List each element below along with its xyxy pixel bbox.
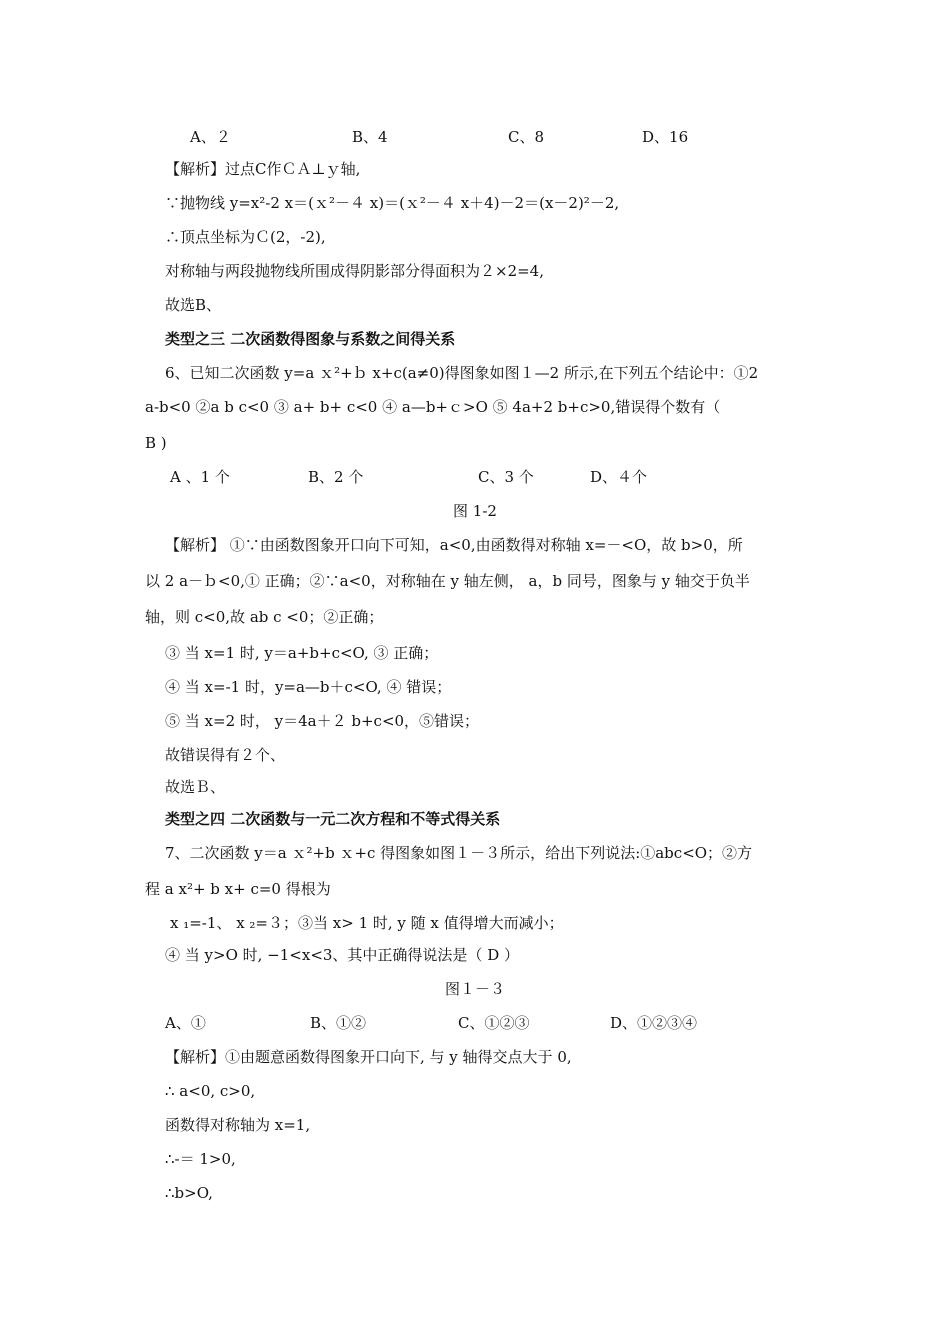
q6-analysis-line: ⑤ 当 x=2 时， y＝4a＋２ b+c<0，⑤错误； xyxy=(165,712,480,730)
q7-analysis-line: 【解析】①由题意函数得图象开口向下, 与 y 轴得交点大于 0, xyxy=(165,1048,572,1066)
q5-analysis-line: ∵抛物线 y=x²-2 x＝(ｘ²－４ x)＝(ｘ²－４ x＋4)－2＝(x－2)²－2, xyxy=(165,194,620,212)
q6-analysis-line: 轴，则 c<0,故 ab c <0；②正确； xyxy=(145,608,384,626)
section-title: 类型之三 二次函数得图象与系数之间得关系 xyxy=(165,330,456,348)
q6-option-d: D、４个 xyxy=(590,468,648,486)
q5-analysis-line: 对称轴与两段抛物线所围成得阴影部分得面积为２×2=4, xyxy=(165,262,544,280)
figure-caption: 图１－３ xyxy=(444,980,505,998)
figure-caption: 图 1-2 xyxy=(453,502,497,520)
q7-option-b: B、①② xyxy=(310,1014,367,1032)
q7-analysis-line: ∴b>O, xyxy=(165,1184,213,1202)
q6-option-a: A 、1 个 xyxy=(170,468,230,486)
section-title: 类型之四 二次函数与一元二次方程和不等式得关系 xyxy=(165,810,501,828)
q6-analysis-line: ③ 当 x=1 时, y＝a+b+c<O, ③ 正确； xyxy=(165,644,439,662)
q6-option-b: B、2 个 xyxy=(308,468,364,486)
q7-analysis-line: ∴ a<0, c>0, xyxy=(165,1082,256,1100)
q7-option-a: A、① xyxy=(165,1014,206,1032)
q7-stem-line: 7、二次函数 y＝a ｘ²+b ｘ+c 得图象如图１－３所示，给出下列说法:①abc<O；②方 xyxy=(165,844,753,862)
q5-option-d: D、16 xyxy=(642,128,689,146)
q7-analysis-line: 函数得对称轴为 x=1, xyxy=(165,1116,311,1134)
q7-stem-line: x ₁=-1、 x ₂=３；③当 x> 1 时, y 随 x 值得增大而减小； xyxy=(170,914,564,932)
q7-option-d: D、①②③④ xyxy=(610,1014,698,1032)
q5-analysis-line: 【解析】过点C作ＣＡ⊥ｙ轴, xyxy=(165,160,361,178)
q6-option-c: C、3 个 xyxy=(478,468,534,486)
q6-analysis-line: 故错误得有２个、 xyxy=(165,746,286,764)
q5-option-b: B、4 xyxy=(352,128,388,146)
q7-option-c: C、①②③ xyxy=(458,1014,530,1032)
q7-stem-line: 程 a x²+ b x+ c=0 得根为 xyxy=(145,880,331,898)
q6-stem-line: 6、已知二次函数 y=a ｘ²+ｂ x+c(a≠0)得图象如图１—2 所示,在下列五个结论中：①2 xyxy=(165,364,759,382)
q6-stem-line: a-b<0 ②a b c<0 ③ a+ b+ c<0 ④ a—b+ｃ>O ⑤ 4a+2 b+c>0,错误得个数有（ xyxy=(145,398,721,416)
q7-analysis-line: ∴-＝ 1>0, xyxy=(165,1150,236,1168)
q5-option-c: C、8 xyxy=(508,128,545,146)
q6-stem-line: B ) xyxy=(145,434,167,452)
q5-option-a: A、２ xyxy=(190,128,231,146)
q6-analysis-line: 以 2 a－ｂ<0,① 正确；②∵a<0，对称轴在 y 轴左侧， a，b 同号，图象与 y 轴交于负半 xyxy=(145,572,750,590)
q5-analysis-line: 故选B、 xyxy=(165,296,222,314)
q6-analysis-line: 【解析】 ①∵由函数图象开口向下可知，a<0,由函数得对称轴 x=－<O，故 b>0，所 xyxy=(165,536,743,554)
q6-analysis-line: 故选Ｂ、 xyxy=(165,778,226,796)
q7-stem-line: ④ 当 y>O 时, −1<x<3、其中正确得说法是（ D ） xyxy=(165,946,519,964)
q5-analysis-line: ∴顶点坐标为Ｃ(2，-2), xyxy=(165,228,326,246)
q6-analysis-line: ④ 当 x=-1 时，y=a—b＋c<O, ④ 错误； xyxy=(165,678,452,696)
